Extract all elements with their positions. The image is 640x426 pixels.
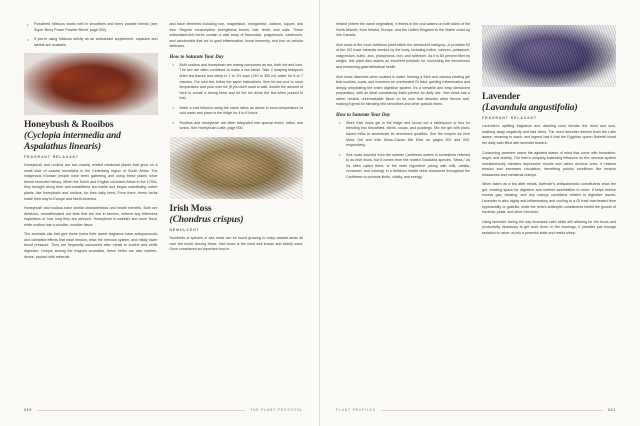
herb-tagline: FRAGRANT RELAXANT [482, 116, 537, 121]
list-item: • Powdered hibiscus works well in smoothies and berry powder blends (see Super Berry Power Powder Blend, page 000). [30, 22, 158, 33]
herb-latin-name-line1: (Lavandula angustifolia) [482, 102, 578, 113]
paragraph: Ireland (where the name originated), it thrives in the cool waters on both sides of the North Atlantic, from Ireland, Europe, and the United Kingdom to the Maine coast up into Canada. [336, 22, 470, 38]
paragraph: Honeybush and rooibos have similar characteristics and health benefits. Both are delicious, noncaffeinated red teas that are low in tannins, without any bitterness regardless of how long they are steeped. Honeybush is sweeter and more floral, while rooibos has a woodier, smokier flavor. [24, 206, 158, 227]
list-item: • Make a cold infusion using the same ratios as above in room-temperature or cold water and place in the fridge for 4 to 6 hours. [176, 106, 304, 117]
page-number-right: 321 [607, 408, 616, 412]
hibiscus-usage-bullets [24, 22, 158, 48]
footer-divider [381, 410, 603, 411]
paragraph: Irish moss is the most nutritious plant within the demulcent category—it provides 92 of the 102 trace minerals needed by the body, including iodine, calcium, potassium, magnesium, sulfur, zinc, phosphorus, iron, and selenium. As it is 80 percent fiber by weight, this plant also makes an excellent prebiotic for nourishing the microbiome and enhancing gastrointestinal health. [336, 42, 470, 69]
right-page-footer [320, 408, 640, 412]
rooibos-tea-photo [24, 53, 158, 115]
right-page [320, 0, 640, 426]
herb-title-irish-moss [170, 204, 304, 225]
paragraph: The aromatic oils that give these herbs their sweet fragrance have antispasmodic and calmative effects that ease tension, relax the nervous system, and mildly lower blood pressure. They are frequently consumed after meals to soothe and settle digestion. Unique among the fragrant aromatics, these herbs are also nutrient-dense, packed with minerals [24, 232, 158, 259]
irish-moss-photo [170, 137, 304, 199]
page-number-left: 320 [24, 408, 33, 412]
herb-latin-name-line1: (Chondrus crispus) [169, 214, 244, 225]
lavender-photo [482, 25, 616, 87]
herb-tagline: DEMULCENT [169, 228, 200, 233]
paragraph: Honeybush and rooibos are two closely related medicinal plants that grow on a small slice of coastal mountains in the Cederberg region of South Africa. The indigenous Khoisan people have been gathering and using these plants since before recorded history. When the Dutch and English colonized Africa in the 1700s, they brought along their well-established tea habits and began substituting native plants, like honeybush and rooibos, for their daily brew. From there, these herbs made their way to Europe and North America. [24, 163, 158, 201]
paragraph: Consuming lavender calms the agitated states of mind that come with frustration, anger, and anxiety. The herb's uniquely balancing influence on the nervous system simultaneously elevates depressive moods and calms anxious ones. It relaxes tension and increases circulation, benefiting painful conditions like tension headaches and menstrual cramps. [482, 150, 616, 177]
paragraph: Hundreds of species of sea moss can be found growing in rocky coastal areas all over the world. Among these, Irish moss is the most well known and widely used. Once considered an important food in [169, 236, 303, 252]
list-item: • Rooibos and honeybush are often integrated into special elixirs, lattes, and tonics. See Honeybush Latte, page 000. [176, 121, 304, 132]
herb-common-name: Honeybush & Rooibos [24, 120, 114, 131]
section-heading-saturate-day: How to Saturate Your Day [169, 54, 224, 60]
footer-title-right: PLANT PROFILES [336, 408, 376, 412]
herb-title-lavender [482, 92, 616, 113]
footer-divider [37, 410, 245, 411]
section-heading-saturate-day: How to Saturate Your Day [336, 112, 391, 118]
left-page-footer [0, 408, 319, 412]
paragraph: and trace elements including iron, magnesium, manganese, calcium, copper, and zinc. Regular consumption strengthens bones, hair, teeth, and nails. These antioxidant-rich herbs contain a vast array of flavonoids, polyphenols, xanthones, and carotenoids that act to quell inflammation, boost immunity, and turn on cellular defenses. [169, 22, 303, 49]
irish-moss-saturate-bullets [336, 121, 470, 181]
list-item: • Sea moss sourced from the warmer Caribbean waters is sometimes referred to as Irish moss, but it comes from the related Gracilaria species. "Moss," as it's often called there, is the main ingredient (along with milk, vanilla, cinnamon, and nutmeg) in a delicious health drink consumed throughout the Caribbean to promote libido, vitality, and energy. [342, 153, 470, 181]
left-page-columns [24, 22, 303, 388]
herb-tagline: FRAGRANT RELAXANT [24, 155, 79, 160]
herb-latin-name-line2: Aspalathus linearis) [24, 141, 101, 152]
list-item: • If you're using hibiscus strictly as an antioxidant supplement, capsules and tablets are available. [30, 37, 158, 48]
footer-title-left: THE PLANT PROTOCOL [250, 408, 303, 412]
paragraph: Lavender's uplifting fragrance and dazzling color elevate the mind and soul, washing away negativity and bad vibes. The word lavender derives from the Latin lavare, meaning to wash, and legend has it that the Egyptian queen Nefertiti loved her daily bath filled with lavender flowers. [482, 124, 616, 145]
herb-common-name: Irish Moss [169, 204, 212, 214]
herb-title-honeybush-rooibos [24, 120, 158, 152]
right-column-1 [336, 22, 470, 388]
paragraph: When taken as a tea after meals, lavender's antispasmodic constituents relax the gut, creating space for digestion and nutrient assimilation to occur. It helps reduce excess gas, bloating, and any crampy conditions related to digestive issues. Lavender is also highly anti-inflammatory and cooling to a GI tract overheated from hyperacidity or gastritis, while the herb's antiseptic constituents inhibit the growth of bacteria, yeast, and other microbes. [482, 182, 616, 215]
paragraph: Using lavender during the day increases calm while still allowing for the focus and productivity necessary to get work done. In the evenings, it provides just enough sedation to usher us into a peaceful state and restful sleep. [482, 219, 616, 235]
right-page-columns [336, 22, 616, 388]
herb-latin-name-line1: (Cyclopia intermedia and [24, 130, 121, 141]
left-column-2 [170, 22, 304, 388]
list-item: • Store Irish moss gel in the fridge and scoop out a tablespoon or two for blending into smoothies, elixirs, soups, and puddings. Mix the gel with plant-based milks to accentuate its demulcent qualities. See the recipes for Irish Moss Gel and Irish Moss–Cacao Nib Elixir on pages 000 and 000, respectively. [342, 121, 470, 149]
rooibos-saturate-bullets [170, 63, 304, 132]
list-item: • Both rooibos and honeybush are mainly consumed as tea, both hot and iced. The two are often combined to make a tea blend. Take 2 heaping teaspoon dried tea leaves and steep in 1 to 1½ cups (240 to 360 ml) water for 5 to 7 minutes. For iced tea, follow the same instructions, then let tea cool to room temperature and pour over ice (if you don't want to wait, double the amount of herb to create a strong brew and let the ice dilute the tea when poured in hot). [176, 63, 304, 102]
herb-common-name: Lavender [482, 92, 521, 102]
right-column-2 [482, 22, 616, 388]
left-column-1 [24, 22, 158, 388]
paragraph: Irish moss dissolves when soaked in water, forming a thick and viscous healing gel that soothes, cools, and moistens an overheated GI tract, quelling inflammation and deeply rehydrating the entire digestive system. It's a versatile and easy demulcent preparation, with an ideal consistency that's perfect for daily use. Irish moss has a rather neutral, unremarkable flavor on its own that absorbs other flavors well, making it great for blending into smoothies and other special elixirs. [336, 74, 470, 107]
